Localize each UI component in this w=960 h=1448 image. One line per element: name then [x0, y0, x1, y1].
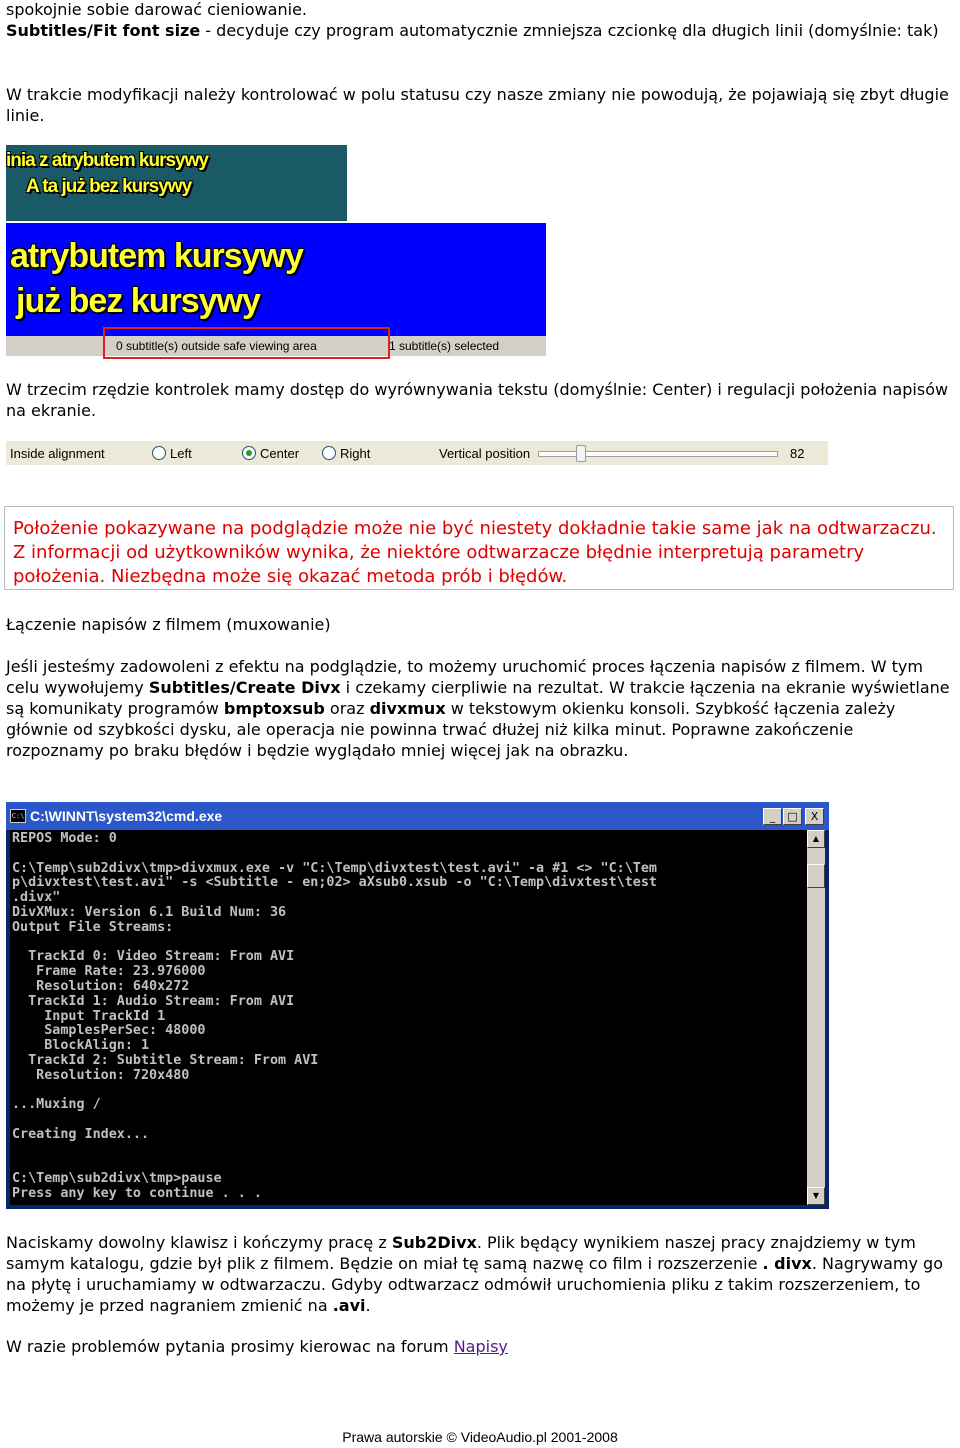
fit-font-size-label: Subtitles/Fit font size	[6, 21, 201, 40]
console-text: REPOS Mode: 0 C:\Temp\sub2divx\tmp>divxmux.exe -v "C:\Temp\divxtest\test.avi" -a #1 <> "C:\Tem p\divxtest\test.avi" -s <Subtitle - en;02> aXsub0.xsub -o "C:\Temp\divxtest\test .divx" DivXMux: Version 6.1 Build Num: 36 Output File Streams: TrackId 0: Video Stream: From AVI Frame Rate: 23.976000 Resolution: 640x272 TrackId 1: Audio Stream: From AVI Input TrackId 1 SamplesPerSec: 48000 BlockAlign: 1 TrackId 2: Subtitle Stream: From AVI Resolution: 720x480 ...Muxing / Creating Index... C:\Temp\sub2divx\tmp>pause Press any key to continue . . .	[12, 831, 657, 1202]
inside-alignment-label: Inside alignment	[10, 446, 105, 461]
scrollbar[interactable]	[807, 830, 825, 1205]
maximize-button[interactable]: □	[783, 808, 802, 825]
program-divxmux: divxmux	[369, 699, 446, 718]
highlight-box	[103, 327, 390, 359]
radio-left[interactable]: Left	[152, 446, 192, 461]
note-box	[4, 506, 954, 590]
para-muxing: Jeśli jesteśmy zadowoleni z efektu na podglądzie, to możemy uruchomić proces łączenia napisów z filmem. W tym celu wywołujemy Subtitles/Create Divx i czekamy cierpliwie na rezultat. W trakcie łączenia na ekranie wyświetlane są komunikaty programów bmptoxsub oraz divxmux w tekstowym okienku konsoli. Szybkość łączenia zależy głównie od szybkości dysku, ale operacja nie powinna trwać dłużej niż kilka minut. Poprawne zakończenie rozpoznamy po braku błędów i będzie wyglądało mniej więcej jak na obrazku.	[6, 657, 950, 760]
small-subtitle-line1: inia z atrybutem kursywy	[6, 150, 208, 171]
forum-link[interactable]: Napisy	[453, 1337, 508, 1356]
radio-center-icon	[242, 446, 256, 460]
para-status: W trakcie modyfikacji należy kontrolować w polu statusu czy nasze zmiany nie powodują, że pojawiają się zbyt długie linie.	[6, 85, 949, 125]
vertical-position-value: 82	[790, 446, 805, 461]
app-sub2divx: Sub2Divx	[391, 1233, 477, 1252]
intro-text	[6, 0, 954, 41]
radio-right-icon	[322, 446, 336, 460]
vertical-position-label: Vertical position	[439, 446, 531, 461]
scroll-up-icon[interactable]: ▲	[807, 830, 825, 848]
para-finish: Naciskamy dowolny klawisz i kończymy pracę z Sub2Divx. Plik będący wynikiem naszej pracy znajdziemy w tym samym katalogu, gdzie był plik z filmem. Będzie on miał tę samą nazwę co film i rozszerzenie . divx. Nagrywamy go na płytę i uruchamiamy w odtwarzaczu. Gdyby odtwarzacz odmówił uruchomienia pliku z takim rozszerzeniem, to możemy je przed nagraniem zmienić na .avi.	[6, 1233, 943, 1315]
minimize-button[interactable]: _	[763, 808, 782, 825]
ext-divx: . divx	[762, 1254, 812, 1273]
scroll-down-icon[interactable]: ▼	[807, 1187, 825, 1205]
radio-right[interactable]: Right	[322, 446, 370, 461]
note-text: Położenie pokazywane na podglądzie może nie być niestety dokładnie takie same jak na odtwarzaczu. Z informacji od użytkowników wynika, że niektóre odtwarzacze błędnie interpretują parametry położenia. Niezbędna może się okazać metoda prób i błędów.	[13, 518, 937, 587]
ext-avi: .avi	[332, 1296, 366, 1315]
subtitle-preview-image	[6, 145, 546, 356]
vertical-position-track[interactable]	[538, 451, 778, 457]
scroll-thumb[interactable]	[807, 864, 825, 888]
menu-create-divx: Subtitles/Create Divx	[148, 678, 341, 697]
cmd-title: C:\WINNT\system32\cmd.exe	[30, 808, 223, 824]
para-row3: W trzecim rzędzie kontrolek mamy dostęp do wyrównywania tekstu (domyślnie: Center) i regulacji położenia napisów na ekranie.	[6, 380, 949, 420]
heading-muxing: Łączenie napisów z filmem (muxowanie)	[6, 615, 331, 634]
cmd-titlebar[interactable]	[6, 802, 829, 830]
small-subtitle-line2: A ta już bez kursywy	[26, 176, 192, 197]
intro-line1: spokojnie sobie darować cieniowanie.	[6, 0, 307, 19]
large-subtitle-line1: atrybutem kursywy	[10, 237, 303, 275]
large-subtitle-line2: już bez kursywy	[16, 282, 260, 320]
program-bmptoxsub: bmptoxsub	[223, 699, 325, 718]
radio-center[interactable]: Center	[242, 446, 299, 461]
para-forum: W razie problemów pytania prosimy kierowac na forum Napisy	[6, 1337, 508, 1356]
alignment-controls	[6, 441, 828, 465]
console-output	[10, 830, 807, 1205]
footer-copyright: Prawa autorskie © VideoAudio.pl 2001-2008	[342, 1429, 618, 1445]
status-selected: 1 subtitle(s) selected	[389, 339, 500, 353]
close-button[interactable]: X	[805, 808, 824, 825]
fit-font-size-desc: - decyduje czy program automatycznie zmniejsza czcionkę dla długich linii (domyślnie: tak)	[200, 21, 939, 40]
status-outside-safe: 0 subtitle(s) outside safe viewing area	[116, 339, 317, 353]
vertical-position-slider[interactable]	[576, 445, 586, 462]
radio-left-icon	[152, 446, 166, 460]
cmd-window	[6, 802, 829, 1209]
console-icon: C:\	[10, 809, 26, 823]
